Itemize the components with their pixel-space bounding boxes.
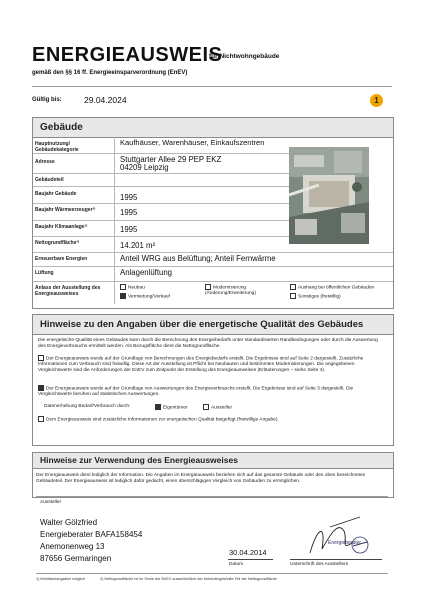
signature-stamp bbox=[300, 515, 380, 560]
checkbox[interactable] bbox=[38, 355, 44, 361]
footnote-1: 1) Mehrfachangaben möglich bbox=[36, 577, 86, 581]
hinweise-verwendung-text: Der Energieausweis dient lediglich der Information. Die Angaben im Energieausweis beziehen sich auf das gesamte Gebäude oder den oben bezeichneten Gebäudeteil. Der Energieausweis ist lediglich dafür gedacht, einen überschlägigen Vergleich von Gebäuden zu ermöglichen. bbox=[36, 473, 366, 484]
checkbox[interactable] bbox=[38, 416, 44, 422]
aerial-image bbox=[289, 147, 369, 244]
value-baujahr-klimaanlage: 1995 bbox=[120, 225, 138, 234]
stamp-text: Energieberater bbox=[328, 540, 362, 546]
value-erneuerbare-energien: Anteil WRG aus Belüftung; Anteil Fernwärme bbox=[120, 254, 276, 263]
anlass-neubau[interactable] bbox=[120, 284, 145, 291]
row-divider bbox=[33, 266, 393, 267]
value-adresse-city: 04209 Leipzig bbox=[120, 163, 169, 172]
label-erneuerbare-energien: Erneuerbare Energien bbox=[35, 256, 88, 262]
aussteller-label: Aussteller bbox=[40, 500, 62, 505]
anlass-sonstiges-label: Sonstiges (freiwillig) bbox=[298, 294, 341, 300]
value-lueftung: Anlagenlüftung bbox=[120, 268, 173, 277]
label-baujahr-klimaanlage: Baujahr Klimaanlage¹⁾ bbox=[35, 224, 88, 230]
checkbox[interactable] bbox=[290, 293, 296, 299]
valid-until-date: 29.04.2024 bbox=[84, 95, 127, 105]
row-divider bbox=[33, 236, 303, 237]
aussteller-street: Anemonenweg 13 bbox=[40, 542, 105, 551]
hinweise-option-verbrauch[interactable] bbox=[38, 385, 386, 398]
datenerhebung-label: Datenerhebung Bedarf/Verbrauch durch: bbox=[44, 404, 131, 409]
aussteller-name: Walter Gölzfried bbox=[40, 518, 98, 527]
checkbox-checked[interactable] bbox=[38, 385, 44, 391]
anlass-aushang[interactable] bbox=[290, 284, 374, 291]
row-divider bbox=[33, 153, 303, 154]
datum-label: Datum bbox=[229, 562, 244, 567]
gebaeude-heading: Gebäude bbox=[33, 118, 393, 138]
checkbox-checked[interactable] bbox=[120, 293, 126, 299]
hinweise-option-verbrauch-text: Der Energieausweis wurde auf der Grundlage von Auswertungen des Energieverbrauchs erstellt. Die Ergebnisse sind auf Seite 3 dargestellt. Die Vergleichswerte beruhen auf statistischen Auswertungen. bbox=[38, 386, 354, 398]
label-anlass: Anlass der Ausstellung des Energieausweises bbox=[35, 285, 101, 297]
anlass-modernisierung[interactable] bbox=[205, 284, 290, 297]
hinweise-option-bedarf-text: Der Energieausweis wurde auf der Grundlage von Berechnungen des Energiebedarfs erstellt. Die Ergebnisse sind auf Seite 2 dargestellt. Zusätzliche Informationen zum Verbrauch sind freiwillig. Diese Art der Ausstellung ist Pflicht bei Neubauten und bestimmten Modernisierungen. Die angegebenen Vergleichswerte sind die Anforderungen der EnEV zum Zeitpunkt der Erstellung des Energieausweises (Erläuterungen – siehe Seite 4). bbox=[38, 356, 364, 374]
anlass-aushang-label: Aushang bei öffentlichen Gebäuden bbox=[298, 285, 375, 291]
eigentuemer-label: Eigentümer bbox=[163, 405, 188, 411]
document-subtitle: gemäß den §§ 16 ff. Energieeinsparverordnung (EnEV) bbox=[32, 70, 188, 76]
unterschrift-label: Unterschrift des Ausstellers bbox=[290, 562, 349, 567]
checkbox[interactable] bbox=[120, 284, 126, 290]
aussteller-address bbox=[40, 517, 142, 565]
row-divider bbox=[33, 220, 303, 221]
checkbox[interactable] bbox=[205, 284, 211, 290]
value-nettogrundflaeche: 14.201 m² bbox=[120, 241, 156, 250]
aussteller-divider bbox=[36, 496, 388, 497]
value-hauptnutzung: Kaufhäuser, Warenhäuser, Einkaufszentren bbox=[120, 138, 265, 147]
hinweise-qualitaet-section bbox=[32, 314, 394, 446]
date-line bbox=[228, 559, 273, 560]
value-baujahr-gebaeude: 1995 bbox=[120, 193, 138, 202]
label-hauptnutzung bbox=[35, 141, 79, 153]
document-title-suffix: für Nichtwohngebäude bbox=[209, 53, 280, 60]
aussteller-date: 30.04.2014 bbox=[229, 548, 267, 557]
row-divider bbox=[33, 252, 393, 253]
footnote-2: 2) Nettogrundfläche ist im Sinne der EnEV ausschließlich der beheizte/gekühlte Teil der Nettogrundfläche bbox=[100, 577, 277, 581]
value-baujahr-waermeerzeuger: 1995 bbox=[120, 208, 138, 217]
value-adresse-street: Stuttgarter Allee 29 PEP EKZ bbox=[120, 155, 222, 164]
datenerhebung-aussteller[interactable] bbox=[203, 404, 232, 411]
row-divider bbox=[33, 203, 303, 204]
header-divider bbox=[32, 86, 392, 87]
hinweise-zusatz[interactable] bbox=[38, 416, 386, 423]
signature-line bbox=[290, 559, 382, 560]
anlass-vermietung-label: Vermietung/Verkauf bbox=[128, 294, 170, 300]
checkbox[interactable] bbox=[290, 284, 296, 290]
building-photo bbox=[289, 147, 369, 244]
row-divider bbox=[33, 173, 303, 174]
row-divider bbox=[33, 186, 303, 187]
hinweise-zusatz-text: Dem Energieausweis sind zusätzliche Informationen zur energetischen Qualität beigefügt (freiwillige Angabe). bbox=[46, 417, 279, 423]
label-gebaeudeteil: Gebäudeteil bbox=[35, 177, 64, 183]
checkbox[interactable] bbox=[203, 404, 209, 410]
aussteller-title: Energieberater BAFA158454 bbox=[40, 530, 143, 539]
anlass-vermietung[interactable] bbox=[120, 293, 170, 300]
label-lueftung: Lüftung bbox=[35, 270, 54, 276]
hinweise-option-bedarf[interactable] bbox=[38, 355, 386, 374]
anlass-modernisierung-label: Modernisierung (Änderung/Erweiterung) bbox=[205, 285, 256, 297]
aussteller-city: 87656 Germaringen bbox=[40, 554, 112, 563]
checkbox-checked[interactable] bbox=[155, 404, 161, 410]
label-adresse: Adresse bbox=[35, 159, 55, 165]
page-number-badge: 1 bbox=[370, 94, 383, 107]
label-hauptnutzung-text: Hauptnutzung/ Gebäudekategorie bbox=[35, 141, 79, 153]
label-baujahr-waermeerzeuger: Baujahr Wärmeerzeuger¹⁾ bbox=[35, 207, 96, 213]
anlass-sonstiges[interactable] bbox=[290, 293, 341, 300]
row-divider bbox=[33, 281, 393, 282]
valid-until-label: Gültig bis: bbox=[32, 97, 62, 103]
anlass-neubau-label: Neubau bbox=[128, 285, 145, 291]
datenerhebung-eigentuemer[interactable] bbox=[155, 404, 188, 411]
aussteller-option-label: Aussteller bbox=[211, 405, 233, 411]
document-title: ENERGIEAUSWEIS bbox=[32, 44, 223, 66]
label-nettogrundflaeche: Nettogrundfläche²⁾ bbox=[35, 240, 80, 246]
footnote-divider bbox=[36, 573, 388, 574]
label-baujahr-gebaeude: Baujahr Gebäude bbox=[35, 191, 77, 197]
hinweise-qualitaet-heading: Hinweise zu den Angaben über die energetische Qualität des Gebäudes bbox=[33, 315, 393, 335]
hinweise-intro: Die energetische Qualität eines Gebäudes kann durch die Berechnung des Energiebedarfs unter standardisierten Randbedingungen oder durch die Auswertung des Energieverbrauchs ermittelt werden. Als Bezugsfläche dient die Nettogrundfläche. bbox=[38, 338, 378, 349]
hinweise-verwendung-heading: Hinweise zur Verwendung des Energieausweises bbox=[33, 453, 393, 469]
